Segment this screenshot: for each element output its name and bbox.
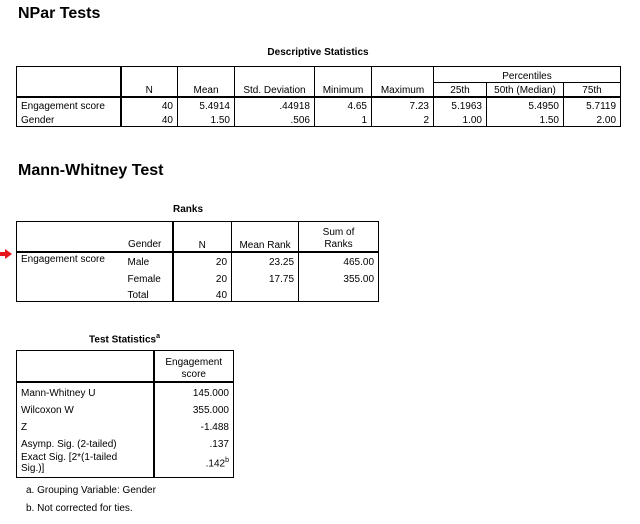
cell-sum-ranks: 355.00 bbox=[299, 268, 379, 285]
table-row bbox=[17, 252, 379, 268]
npar-heading: NPar Tests bbox=[18, 5, 101, 22]
stat-label: Mann-Whitney U bbox=[17, 382, 154, 399]
cell-min: 1 bbox=[315, 112, 372, 127]
cell-sum-ranks: 465.00 bbox=[299, 252, 379, 268]
col-engagement-header: Engagement score bbox=[154, 351, 234, 382]
stat-label: Z bbox=[17, 416, 154, 433]
row-label: Engagement score bbox=[17, 97, 121, 112]
col-mean-header: Mean bbox=[178, 67, 235, 97]
cell-p75: 2.00 bbox=[564, 112, 621, 127]
cell-p25: 5.1963 bbox=[434, 97, 487, 112]
cell-sd: .44918 bbox=[235, 97, 315, 112]
table-row bbox=[17, 450, 234, 478]
cell-mean: 5.4914 bbox=[178, 97, 235, 112]
footnote-a: a. Grouping Variable: Gender bbox=[26, 485, 156, 496]
col-sum-ranks-header: Sum of Ranks bbox=[299, 222, 379, 252]
col-max-header: Maximum bbox=[372, 67, 434, 97]
table-row bbox=[17, 382, 234, 399]
percentiles-header: Percentiles bbox=[434, 67, 621, 83]
cell-n: 40 bbox=[173, 285, 232, 302]
cell-mean: 1.50 bbox=[178, 112, 235, 127]
cell-p50: 1.50 bbox=[487, 112, 564, 127]
group-label: Female bbox=[124, 268, 173, 285]
stat-value-cell bbox=[154, 450, 234, 478]
test-statistics-table bbox=[16, 350, 234, 478]
cell-p75: 5.7119 bbox=[564, 97, 621, 112]
pointer-arrow-icon bbox=[0, 249, 12, 259]
cell-mean-rank bbox=[232, 285, 299, 302]
cell-max: 7.23 bbox=[372, 97, 434, 112]
col-mean-rank-header: Mean Rank bbox=[232, 222, 299, 252]
cell-mean-rank: 17.75 bbox=[232, 268, 299, 285]
stat-label: Exact Sig. [2*(1-tailed Sig.)] bbox=[17, 450, 154, 478]
cell-p25: 1.00 bbox=[434, 112, 487, 127]
stat-value: 355.000 bbox=[154, 399, 234, 416]
test-statistics-title bbox=[16, 333, 233, 345]
stat-value: .137 bbox=[154, 433, 234, 450]
group-label: Male bbox=[124, 252, 173, 268]
cell-min: 4.65 bbox=[315, 97, 372, 112]
cell-mean-rank: 23.25 bbox=[232, 252, 299, 268]
table-row bbox=[17, 416, 234, 433]
row-label: Gender bbox=[17, 112, 121, 127]
col-min-header: Minimum bbox=[315, 67, 372, 97]
test-statistics-title-text: Test Statistics bbox=[89, 334, 157, 346]
table-row bbox=[17, 433, 234, 450]
cell-p50: 5.4950 bbox=[487, 97, 564, 112]
stat-value: .142 bbox=[205, 458, 226, 470]
descriptive-statistics-table bbox=[16, 66, 621, 127]
col-n-header: N bbox=[121, 67, 178, 97]
ranks-title: Ranks bbox=[172, 204, 203, 215]
mann-whitney-heading: Mann-Whitney Test bbox=[18, 162, 164, 179]
table-row bbox=[17, 112, 621, 127]
cell-n: 40 bbox=[121, 97, 178, 112]
col-p25-header: 25th bbox=[434, 83, 487, 97]
descriptive-statistics-title: Descriptive Statistics bbox=[267, 47, 369, 58]
stat-label: Asymp. Sig. (2-tailed) bbox=[17, 433, 154, 450]
stat-value: -1.488 bbox=[154, 416, 234, 433]
cell-max: 2 bbox=[372, 112, 434, 127]
table-row bbox=[17, 97, 621, 112]
stat-value-sup: b bbox=[225, 457, 229, 465]
variable-label: Engagement score bbox=[17, 252, 124, 302]
test-statistics-title-sup: a bbox=[156, 333, 160, 340]
stat-value: 145.000 bbox=[154, 382, 234, 399]
col-p75-header: 75th bbox=[564, 83, 621, 97]
col-gender-header: Gender bbox=[128, 238, 162, 250]
cell-n: 20 bbox=[173, 268, 232, 285]
col-n-header: N bbox=[173, 222, 232, 252]
cell-sum-ranks bbox=[299, 285, 379, 302]
stat-label: Wilcoxon W bbox=[17, 399, 154, 416]
ranks-table bbox=[16, 221, 379, 302]
cell-n: 20 bbox=[173, 252, 232, 268]
footnote-b: b. Not corrected for ties. bbox=[26, 503, 133, 514]
table-row bbox=[17, 399, 234, 416]
col-sd-header: Std. Deviation bbox=[235, 67, 315, 97]
col-p50-header: 50th (Median) bbox=[487, 83, 564, 97]
cell-sd: .506 bbox=[235, 112, 315, 127]
cell-n: 40 bbox=[121, 112, 178, 127]
group-label: Total bbox=[124, 285, 173, 302]
